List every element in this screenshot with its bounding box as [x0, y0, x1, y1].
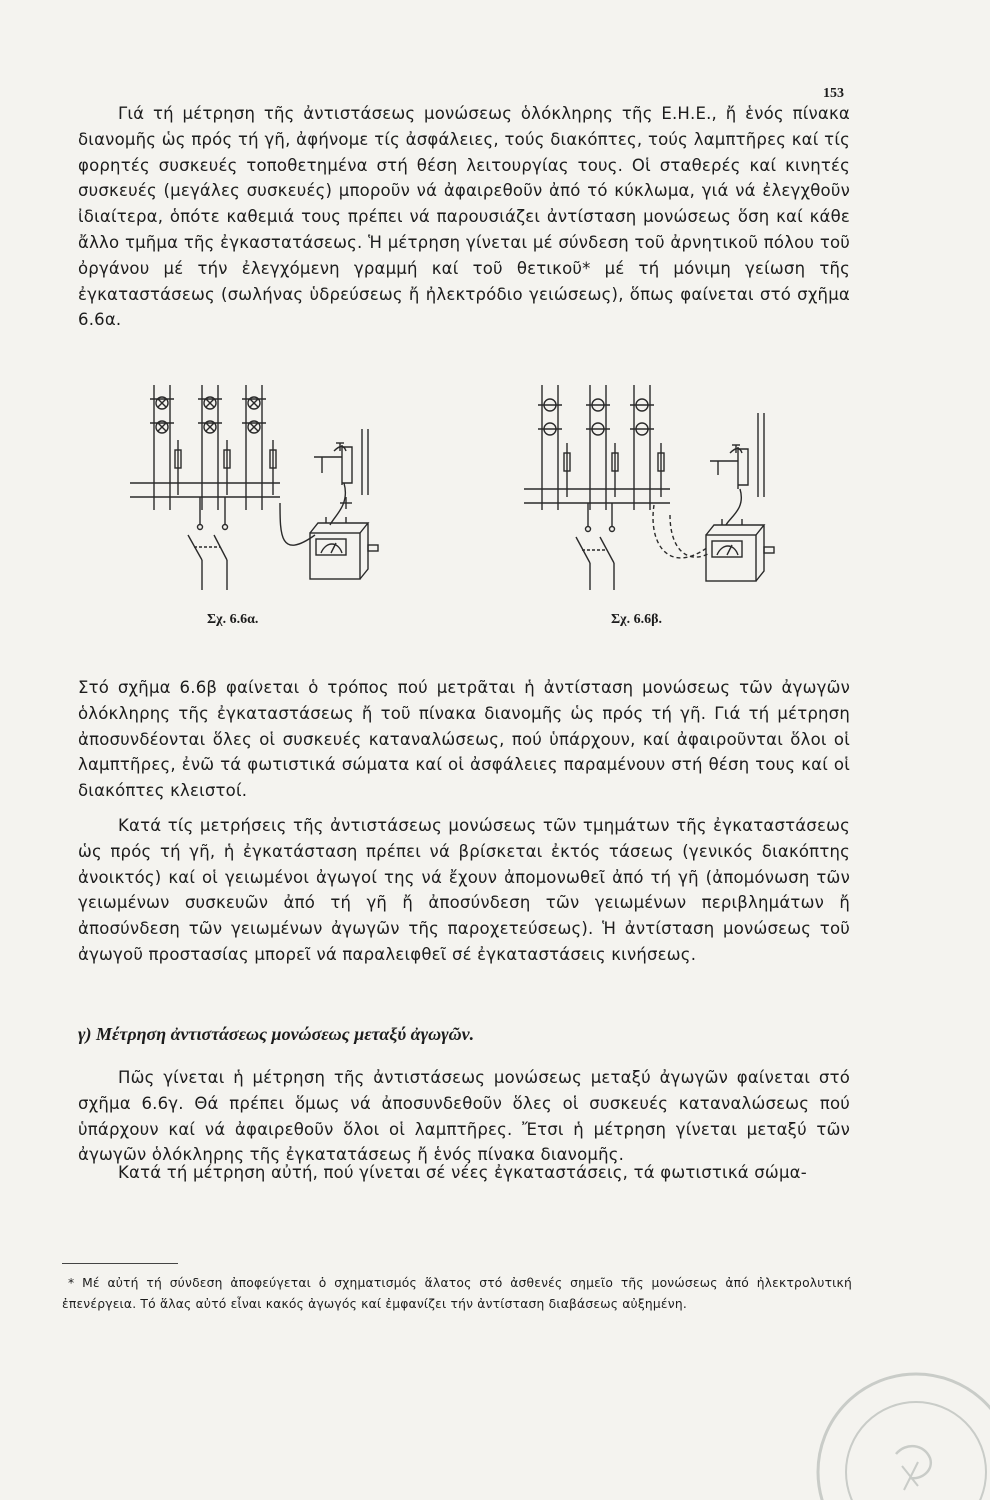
main-switch	[188, 497, 228, 590]
lead-positive	[726, 489, 741, 525]
paragraph-5: Κατά τή μέτρηση αὐτή, πού γίνεται σέ νέες ἐγκαταστάσεις, τά φωτιστικά σώμα-	[118, 1163, 807, 1182]
library-stamp	[806, 1362, 990, 1500]
lamp-branch-2	[198, 385, 230, 510]
paragraph-1: Γιά τή μέτρηση τῆς ἀντιστάσεως μονώσεως ὁλόκληρης τῆς Ε.Η.Ε., ἤ ἑνός πίνακα διανομῆς ὡς πρός τή γῆ, ἀφήνομε τίς ἀσφάλειες, τούς διακόπτες, τούς λαμπτῆρες καί τίς φορητές συσκευές τοποθετημένα στή θέση λειτουργίας τους. Οἱ σταθερές καί κινητές συσκευές (μεγάλες συσκευές) μποροῦν νά ἀφαιρεθοῦν ἀπό τό κύκλωμα, γιά νά ἐλεγχθοῦν ἰδιαίτερα, ὁπότε καθεμιά τους πρέπει νά παρουσιάζει ἀντίσταση μονώσεως ὅση καί κάθε ἄλλο τμῆμα τῆς ἐγκαστατάσεως. Ἡ μέτρηση γίνεται μέ σύνδεση τοῦ ἀρνητικοῦ πόλου τοῦ ὀργάνου μέ τήν ἐλεγχόμενη γραμμή καί τοῦ θετικοῦ* μέ τή μόνιμη γείωση τῆς ἐγκαταστάσεως (σωλήνας ὑδρεύσεως ἤ ἠλεκτρόδιο γειώσεως), ὅπως φαίνεται στό σχῆμα 6.6α.	[78, 104, 850, 330]
figure-6-6b	[520, 385, 780, 595]
figure-6-6b-caption: Σχ. 6.6β.	[611, 612, 662, 627]
lamp-branch-1	[538, 385, 570, 510]
figure-6-6a-caption: Σχ. 6.6α.	[207, 612, 259, 627]
lamp-branch-3	[242, 385, 276, 510]
water-tap	[710, 413, 764, 497]
water-tap	[314, 429, 368, 495]
lead-positive	[330, 483, 345, 525]
insulation-tester	[706, 519, 774, 581]
lamp-branch-2	[586, 385, 618, 510]
figure-6-6a	[130, 385, 380, 595]
paragraph-2: Στό σχῆμα 6.6β φαίνεται ὁ τρόπος πού μετρᾶται ἡ ἀντίσταση μονώσεως τῶν ἀγωγῶν ὁλόκληρης τῆς ἐγκαταστάσεως ἤ τοῦ πίνακα διανομῆς ὡς πρός τή γῆ. Γιά τή μέτρηση ἀποσυνδέονται ὅλες οἱ συσκευές καταναλώσεως, πού ὑπάρχουν, καί ἀφαιροῦνται ὅλοι οἱ λαμπτῆρες, ἐνῶ τά φωτιστικά σώματα καί οἱ ἀσφάλειες παραμένουν στή θέση τους καί οἱ διακόπτες κλειστοί.	[78, 678, 850, 801]
footnote-rule	[62, 1263, 178, 1264]
paragraph-4: Πῶς γίνεται ἡ μέτρηση τῆς ἀντιστάσεως μονώσεως μεταξύ ἀγωγῶν φαίνεται στό σχῆμα 6.6γ. Θά πρέπει ὅμως νά ἀποσυνδεθοῦν ὅλες οἱ συσκευές καταναλώσεως πού ὑπάρχουν καί νά ἀφαιρεθοῦν ὅλοι οἱ λαμπτῆρες. Ἔτσι ἡ μέτρηση γίνεται μεταξύ τῶν ἀγωγῶν ὁλόκληρης τῆς ἐγκατατάσεως ἤ ἑνός πίνακα διανομῆς.	[78, 1068, 850, 1165]
lamp-branch-3	[630, 385, 664, 510]
section-heading: γ) Μέτρηση ἀντιστάσεως μονώσεως μεταξύ ἀγωγῶν.	[78, 1024, 475, 1044]
insulation-tester	[310, 497, 378, 579]
main-switch	[576, 503, 615, 590]
page-number: 153	[823, 86, 844, 101]
footnote: * Μέ αὐτή τή σύνδεση ἀποφεύγεται ὁ σχηματισμός ἅλατος στό ἀσθενές σημεῖο τῆς μονώσεως ἀπό ἠλεκτρολυτική ἐπενέργεια. Τό ἅλας αὐτό εἶναι κακός ἀγωγός καί ἐμφανίζει τήν ἀντίσταση διαβάσεως αὐξημένη.	[62, 1276, 852, 1311]
lamp-branch-1	[150, 385, 181, 510]
lead-dashed-2	[670, 515, 710, 557]
paragraph-3: Κατά τίς μετρήσεις τῆς ἀντιστάσεως μονώσεως τῶν τμημάτων τῆς ἐγκαταστάσεως ὡς πρός τή γῆ, ἡ ἐγκατάσταση πρέπει νά βρίσκεται ἐκτός τάσεως (γενικός διακόπτης ἀνοικτός) καί οἱ γειωμένοι ἀγωγοί της νά ἔχουν ἀπομονωθεῖ ἀπό τή γῆ (ἀπομόνωση τῶν γειωμένων συσκευῶν ἀπό τή γῆ ἤ ἀποσύνδεση τῶν γειωμένων περιβλημάτων ἤ ἀποσύνδεση τῶν γειωμένων ἀγωγῶν τῆς παροχετεύσεως). Ἡ ἀντίσταση μονώσεως τοῦ ἀγωγοῦ προστασίας μπορεῖ νά παραλειφθεῖ σέ ἐγκαταστάσεις κινήσεως.	[78, 816, 850, 964]
